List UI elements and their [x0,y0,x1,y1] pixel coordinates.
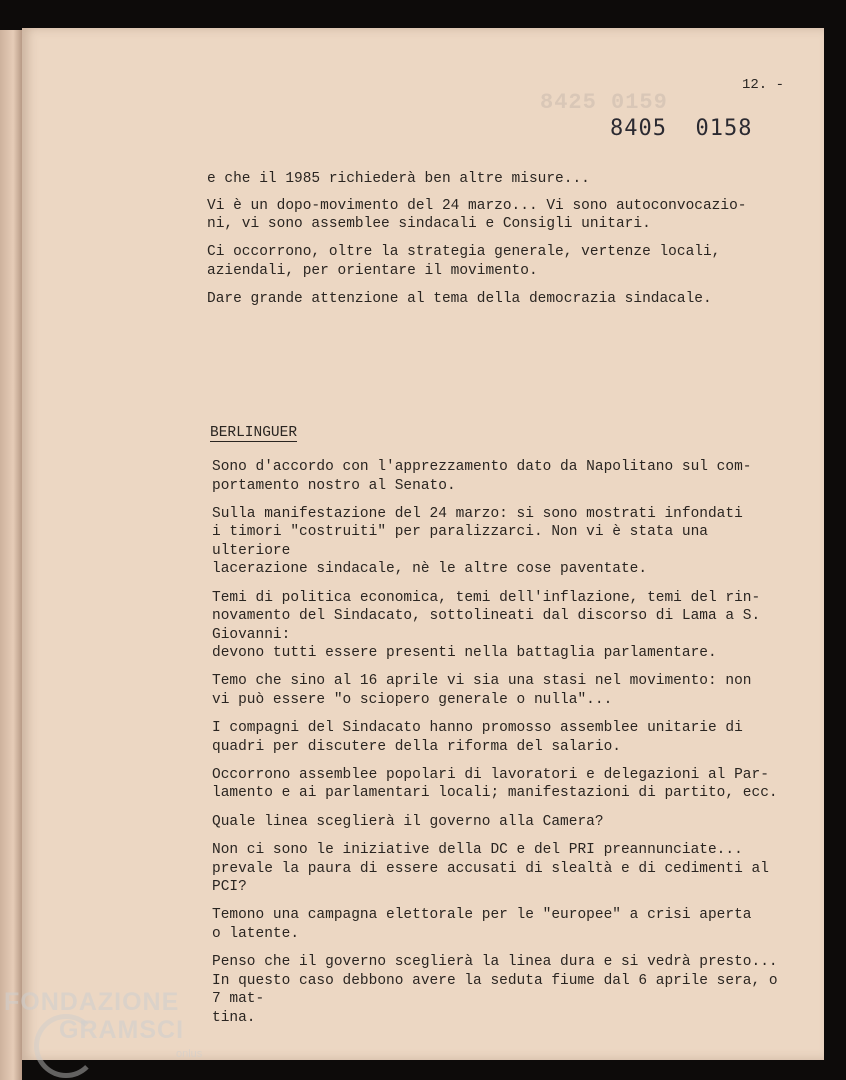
speech-paragraph-5: I compagni del Sindacato hanno promosso assemblee unitarie di quadri per discutere della riforma del salario. [212,720,743,755]
speech-paragraph-8: Non ci sono le iniziative della DC e del PRI preannunciate... prevale la paura di essere accusati di slealtà e di cedimenti al PCI? [212,842,769,896]
watermark-line-2: GRAMSCI [59,1016,185,1044]
speech-text [212,458,792,1037]
intro-text [207,170,787,318]
watermark-line-3: onlus [176,1048,203,1060]
speech-paragraph-1: Sono d'accordo con l'apprezzamento dato da Napolitano sul com- portamento nostro al Senato. [212,459,752,494]
archive-code-stamp: 8405 0158 [610,116,753,141]
fondazione-gramsci-watermark [4,988,203,1060]
speech-paragraph-7: Quale linea sceglierà il governo alla Camera? [212,813,604,830]
page-number: 12. - [742,77,785,93]
speaker-heading: BERLINGUER [210,425,298,441]
facing-page-edge [0,30,22,1080]
watermark-line-1: FONDAZIONE [4,988,180,1016]
speech-paragraph-6: Occorrono assemblee popolari di lavoratori e delegazioni al Par- lamento e ai parlamentari locali; manifestazioni di partito, ecc. [212,766,778,802]
intro-paragraph-2: Vi è un dopo-movimento del 24 marzo... Vi sono autoconvocazio- ni, vi sono assemblee sindacali e Consigli unitari. [207,197,747,232]
intro-paragraph-3: Ci occorrono, oltre la strategia generale, vertenze locali, aziendali, per orientare il movimento. [207,244,721,279]
speech-paragraph-10: Penso che il governo sceglierà la linea dura e si vedrà presto... In questo caso debbono avere la seduta fiume dal 6 aprile sera, o 7 mat- tina. [212,954,778,1026]
speech-paragraph-2: Sulla manifestazione del 24 marzo: si sono mostrati infondati i timori "costruiti" per paralizzarci. Non vi è stata una ulteriore lacerazione sindacale, nè le altre cose paventate. [212,505,743,578]
intro-paragraph-1: e che il 1985 richiederà ben altre misure... [207,171,590,187]
speech-paragraph-4: Temo che sino al 16 aprile vi sia una stasi nel movimento: non vi può essere "o sciopero generale o nulla"... [212,673,752,708]
speech-paragraph-9: Temono una campagna elettorale per le "europee" a crisi aperta o latente. [212,907,752,942]
bleed-through-code: 8425 0159 [540,90,668,115]
intro-paragraph-4: Dare grande attenzione al tema della democrazia sindacale. [207,290,712,307]
speech-paragraph-3: Temi di politica economica, temi dell'inflazione, temi del rin- novamento del Sindacato, sottolineati dal discorso di Lama a S. Giovanni: devono tutti essere presenti nella battaglia parlamentare. [212,589,761,662]
